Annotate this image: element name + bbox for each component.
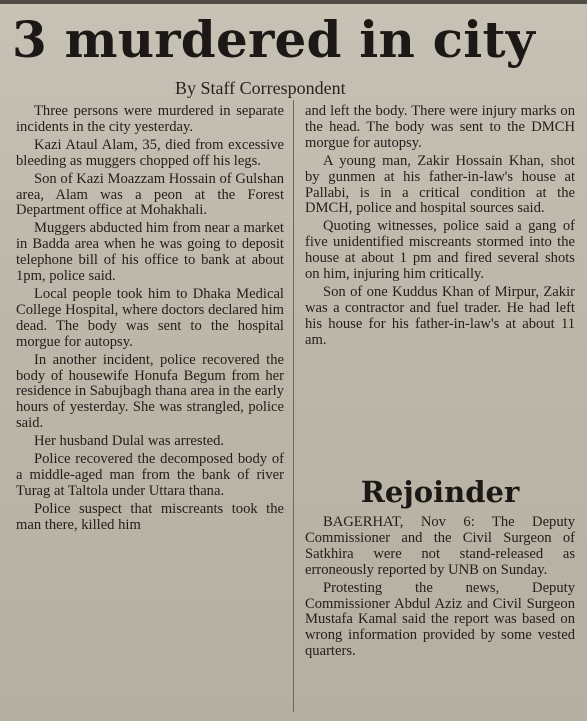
rejoinder-body <box>305 515 575 662</box>
right-column <box>305 104 575 351</box>
paragraph: Quoting witnesses, police said a gang of five unidentified miscreants stormed into the house at about 1 pm and fired several shots on him, injuring him critically. <box>305 218 575 283</box>
headline: 3 murdered in city <box>12 10 536 69</box>
paragraph: Kazi Ataul Alam, 35, died from excessive bleeding as muggers chopped off his legs. <box>16 136 284 169</box>
paragraph: Three persons were murdered in separate incidents in the city yesterday. <box>16 103 284 135</box>
paragraph: Muggers abducted him from near a market in Badda area when he was going to deposit telephone bill of his office to bank at about 1pm, police said. <box>16 220 284 285</box>
paragraph: A young man, Zakir Hossain Khan, shot by gunmen at his father-in-law's house at Pallabi, is in a critical condition at the DMCH, police and hospital sources said. <box>305 152 575 217</box>
paragraph: In another incident, police recovered the body of housewife Honufa Begum from her residence in Sabujbagh thana area in the early hours of yesterday. She was strangled, police said. <box>16 351 284 432</box>
paragraph: Protesting the news, Deputy Commissioner Abdul Aziz and Civil Surgeon Mustafa Kamal said the report was based on wrong information provided by some vested quarters. <box>305 579 575 660</box>
column-divider <box>293 100 294 712</box>
byline: By Staff Correspondent <box>175 78 346 98</box>
left-column <box>16 104 284 536</box>
paragraph: Her husband Dulal was arrested. <box>34 433 225 450</box>
rejoinder-heading: Rejoinder <box>360 475 520 509</box>
paragraph: Son of Kazi Moazzam Hossain of Gulshan area, Alam was a peon at the Forest Department office at Mohakhali. <box>16 170 284 219</box>
paragraph: Police suspect that miscreants took the man there, killed him <box>16 500 284 533</box>
paragraph: Police recovered the decomposed body of a middle-aged man from the bank of river Turag at Taltola under Uttara thana. <box>16 451 284 499</box>
paragraph: and left the body. There were injury marks on the head. The body was sent to the DMCH morgue for autopsy. <box>305 103 575 151</box>
top-rule <box>0 0 587 4</box>
paragraph: Local people took him to Dhaka Medical College Hospital, where doctors declared him dead. The body was sent to the hospital morgue for autopsy. <box>16 285 284 350</box>
paragraph: BAGERHAT, Nov 6: The Deputy Commissioner and the Civil Surgeon of Satkhira were not stand-released as erroneously reported by UNB on Sunday. <box>305 514 575 578</box>
paragraph: Son of one Kuddus Khan of Mirpur, Zakir was a contractor and fuel trader. He had left his house for his father-in-law's at about 11 am. <box>305 283 575 348</box>
